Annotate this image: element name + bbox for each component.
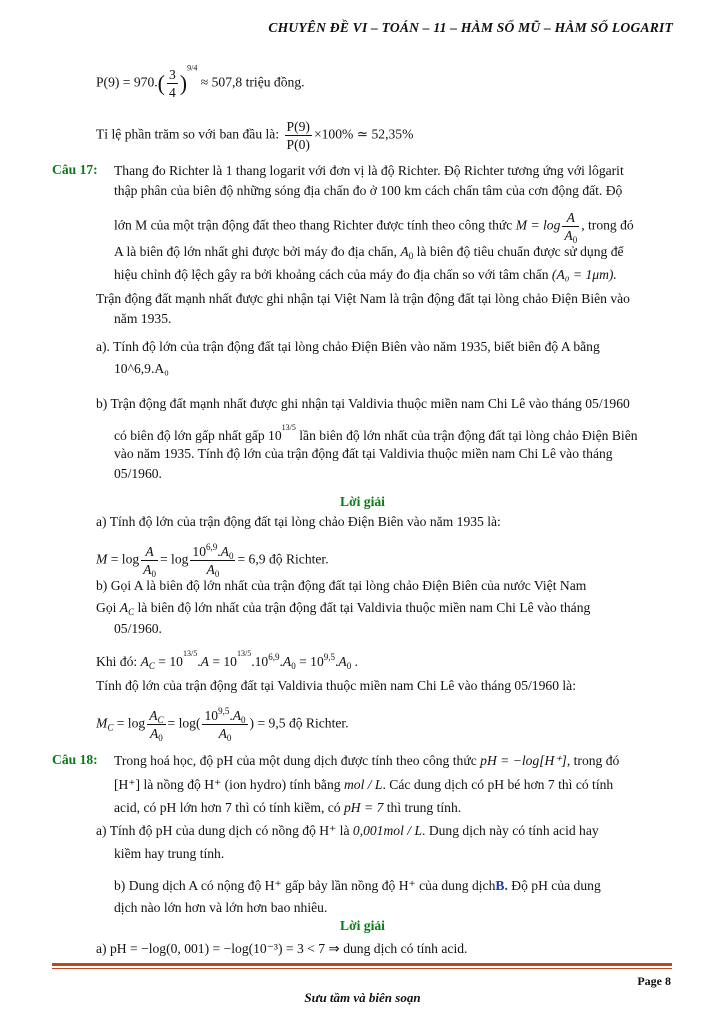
footer-rule-thick	[52, 963, 672, 966]
footer-rule-thin	[52, 968, 672, 969]
q18-line2: [H⁺] là nồng độ H⁺ (ion hydro) tính bằng mol / L. Các dung dịch có pH bé hơn 7 thì có tính	[114, 777, 614, 792]
ratio-line: Tỉ lệ phần trăm so với ban đầu là: $\frac{P(9)}{P(0)}$ ×100% ≃ 52,35%	[96, 119, 414, 152]
q18-part-b-line1: b) Dung dịch A có nộng độ H⁺ gấp bảy lần nồng độ H⁺ của dung dịchB. Độ pH của dung	[114, 878, 601, 893]
q17-part-a-line1: a). Tính độ lớn của trận động đất tại lòng chảo Điện Biên vào năm 1935, biết biên độ A bằng	[96, 339, 600, 354]
p9-formula: P(9) = 970.( $\frac{3}{4}$ )$^{9/4}$ ≈ 507,8 triệu đồng.	[96, 63, 305, 100]
sol18-a-line: a) pH = −log(0, 001) = −log(10⁻³) = 3 < 7 ⇒ dung dịch có tính acid.	[96, 941, 468, 956]
solution-17-heading: Lời giải	[340, 494, 385, 509]
question-18-label: Câu 18:	[52, 752, 98, 767]
sol17-khi-do: Khi đó: $A_C = 10^{13/5}.A = 10^{13/5}.10^{6,9}.A_0 = 10^{9,5}.A_0$ .	[96, 649, 359, 671]
q17-line1: Thang đo Richter là 1 thang logarit với đơn vị là độ Richter. Độ Richter tương ứng với lôgarit	[114, 163, 624, 178]
header-title: CHUYÊN ĐỀ VI – TOÁN – 11 – HÀM SỐ MŨ – HÀM SỐ LOGARIT	[268, 20, 673, 35]
question-17-label: Câu 17:	[52, 162, 98, 177]
q17-part-a-line2: 10^6,9.A₀	[114, 361, 169, 376]
q17-part-b-line1: b) Trận động đất mạnh nhất được ghi nhận tại Valdivia thuộc miền nam Chi Lê vào tháng 05/1960	[96, 396, 630, 411]
q17-line7: năm 1935.	[114, 311, 172, 326]
q17-part-b-line4: 05/1960.	[114, 466, 162, 481]
q18-line3: acid, có pH lớn hơn 7 thì có tính kiềm, có pH = 7 thì trung tính.	[114, 800, 462, 815]
q18-part-a-line1: a) Tính độ pH của dung dịch có nồng độ H⁺ là 0,001mol / L. Dung dịch này có tính acid hay	[96, 823, 599, 838]
solution-18-heading: Lời giải	[340, 918, 385, 933]
q18-line1: Trong hoá học, độ pH của một dung dịch được tính theo công thức pH = −log[H⁺], trong đó	[114, 753, 620, 768]
q17-part-b-line2: có biên độ lớn gấp nhất gấp $10^{13/5}$ lần biên độ lớn nhất của trận động đất tại lòng chảo Điện Biên	[114, 423, 638, 443]
q17-line5: hiệu chỉnh độ lệch gây ra bởi khoảng cách của máy đo địa chấn so với tâm chấn (A₀ = 1μm).	[114, 267, 617, 282]
sol17-b-line1: b) Gọi A là biên độ lớn nhất của trận động đất tại lòng chảo Điện Biên của nước Việt Nam	[96, 578, 587, 593]
q17-line6: Trận động đất mạnh nhất được ghi nhận tại Việt Nam là trận động đất tại lòng chảo Điện Biên vào	[96, 291, 630, 306]
q17-line2: thập phân của biên độ những sóng địa chấn đo ở 100 km cách chấn tâm của cơn động đất. Độ	[114, 183, 623, 198]
sol17-b-line2: Gọi $A_C$ là biên độ lớn nhất của trận động đất tại Valdivia thuộc miền nam Chi Lê vào tháng	[96, 600, 591, 617]
page-number: Page 8	[637, 974, 671, 988]
q17-line3: lớn M của một trận động đất theo thang Richter được tính theo công thức M = log $\frac{A}{A_0}$ , trong đó	[114, 210, 634, 245]
q18-part-b-line2: dịch nào lớn hơn và lớn hơn bao nhiêu.	[114, 900, 328, 915]
sol17-a-intro: a) Tính độ lớn của trận động đất tại lòng chảo Điện Biên vào năm 1935 là:	[96, 514, 501, 529]
sol17-a-formula: M = log $\frac{A}{A_0}$ = log $\frac{10^{6,9}.A_0}{A_0}$ = 6,9 độ Richter.	[96, 542, 329, 579]
sol17-mc-formula: $M_C = \log$ $\frac{A_C}{A_0}$ = log( $\frac{10^{9,5}.A_0}{A_0}$ ) = 9,5 độ Richter.	[96, 706, 349, 743]
footer-credit: Sưu tầm và biên soạn	[304, 990, 421, 1005]
q17-part-b-line3: vào năm 1935. Tính độ lớn của trận động đất tại Valdivia thuộc miền nam Chi Lê vào tháng	[114, 446, 613, 461]
q18-part-a-line2: kiềm hay trung tính.	[114, 846, 225, 861]
sol17-b-line3: 05/1960.	[114, 621, 162, 636]
q17-line4: A là biên độ lớn nhất ghi được bởi máy đo địa chấn, $A_0$ là biên độ tiêu chuẩn được sử dụng để	[114, 244, 624, 261]
sol17-intro2: Tính độ lớn của trận động đất tại Valdivia thuộc miền nam Chi Lê vào tháng 05/1960 là:	[96, 678, 576, 693]
